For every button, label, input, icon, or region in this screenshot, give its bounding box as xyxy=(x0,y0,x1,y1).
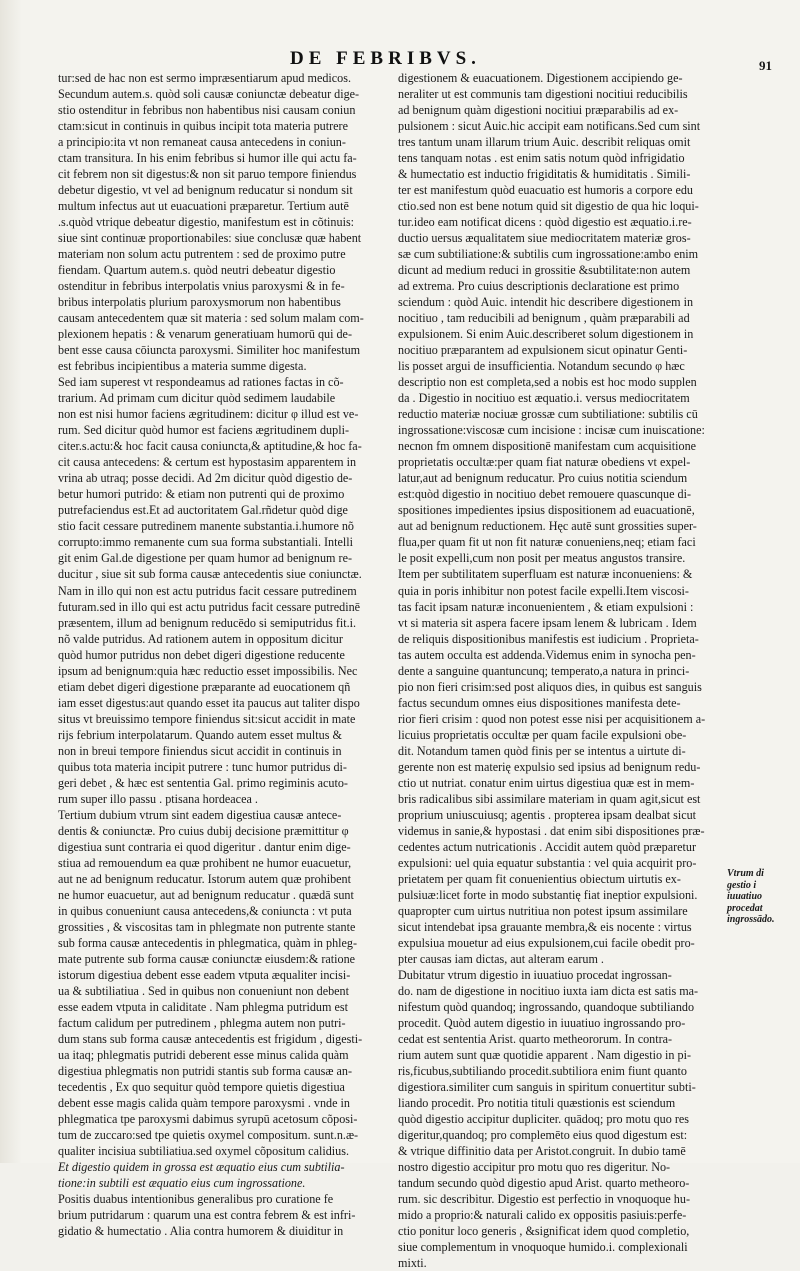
text-line: aut ne ad benignum reducatur. Istorum autem quæ prohibent xyxy=(58,871,351,886)
text-line: Secundum autem.s. quòd soli causæ coniunctæ debeatur dige- xyxy=(58,87,360,102)
text-line: ctio.sed non est bene notum quid sit digestio de qua hic loqui- xyxy=(398,199,699,214)
text-line: pulsionem : sicut Auic.hic accipit eam notificans.Sed cum sint xyxy=(398,119,701,134)
text-line: vt si materia sit aspera facere ipsam lenem & lubricam . Idem xyxy=(398,615,697,630)
text-line: ctam:sicut in continuis in quibus incipit tota materia putrere xyxy=(58,119,348,134)
text-line: .s.quòd vtrique debeatur digestio, manifestum est in cõtinuis: xyxy=(58,215,355,230)
text-line: expulsiua mouetur ad eius expulsionem,cui facile obedit pro- xyxy=(398,935,695,950)
text-line: Positis duabus intentionibus generalibus pro curatione fe xyxy=(58,1192,334,1207)
text-line: stio ostenditur in febribus non habentibus nisi causam coniun xyxy=(58,103,356,118)
text-line: ipsum ad benignum:quia hæc reductio esset impossibilis. Nec xyxy=(58,663,358,678)
text-line: cedentes actum nutricationis . Accidit autem quòd præparetur xyxy=(398,839,697,854)
text-line: fiendam. Quartum autem.s. quòd neutri debeatur digestio xyxy=(58,263,336,278)
text-line: Nam in illo qui non est actu putridus facit cessare putredinem xyxy=(58,583,357,598)
text-line: in quibus conueniunt causa antecedens,& coniuncta : vt puta xyxy=(58,903,352,918)
text-line: liando procedit. Pro notitia tituli quæstionis est sciendum xyxy=(398,1096,676,1110)
text-line: esse eadem vtputa in caliditate . Nam phlegma putridum est xyxy=(58,999,348,1014)
text-line: procedit. Quòd autem digestio in iuuatiuo ingrossando pro- xyxy=(398,1015,686,1030)
text-line: ductio uersus æqualitatem siue mediocritatem materiæ gros- xyxy=(398,231,691,246)
text-line: est:quòd digestio in nocitiuo debet remouere quascunque di- xyxy=(398,487,691,502)
text-line: tur.ideo eam notificat dicens : quòd digestio est æquatio.i.re- xyxy=(398,215,692,230)
text-line: nocitiuo præparantem ad expulsionem sicut opinatur Genti- xyxy=(398,343,688,358)
text-line: rijs febrium interpolatarum. Quando autem esset multus & xyxy=(58,727,342,742)
text-line: putrefaciendus est.Et ad auctoritatem Gal.rñdetur quòd dige xyxy=(58,503,348,518)
text-line: pter causas iam dictas, aut alteram earum . xyxy=(398,951,604,966)
text-line: debent esse magis calida quàm tempore paroxysmi . vnde in xyxy=(58,1096,350,1110)
text-line: ducitur , siue sit sub forma causæ antecedentis siue coniunctæ. xyxy=(58,567,362,582)
text-line: sicut intendebat ipsa grauante membra,& eis nocente : virtus xyxy=(398,919,692,934)
text-line: rum. sic describitur. Digestio est perfectio in vnoquoque hu- xyxy=(398,1192,690,1207)
text-line: dit. Notandum tamen quòd finis per se intentus a uirtute di- xyxy=(398,743,686,758)
text-line: cit febrem non sit digestus:& non sit paruo tempore finiendus xyxy=(58,167,357,182)
text-line: pio non fieri crisim:sed post aliquos dies, in quibus est sanguis xyxy=(398,679,702,694)
text-line: le posit expelli,cum non posit per meatus angustos transire. xyxy=(398,551,686,566)
text-line: bribus interpolatis plurium paroxysmorum non habentibus xyxy=(58,295,341,310)
running-title: DE FEBRIBVS. xyxy=(290,48,481,69)
text-line: cedat est sententia Arist. quarto metheororum. In contra- xyxy=(398,1031,673,1046)
text-line: Tertium dubium vtrum sint eadem digestiua causæ antece- xyxy=(58,807,342,822)
text-line: corrupto:immo remanente cum sua forma substantiali. Intelli xyxy=(58,535,354,550)
text-line: bent esse causa cōiuncta paroxysmi. Similiter hoc manifestum xyxy=(58,343,361,358)
text-line: siue sint continuæ proportionabiles: siue conclusæ quæ habent xyxy=(58,231,362,246)
text-line: quòd digestio accipitur dupliciter. quādoq; pro motu quo res xyxy=(398,1112,689,1127)
text-line: digestiua phlegmatis non putridi stantis sub forma causæ an- xyxy=(58,1063,353,1078)
text-line: expulsioni: uel quia equatur substantia : vel quia acquirit pro- xyxy=(398,855,697,870)
text-line: causam antecedentem quæ sit materia : sed solum malam com- xyxy=(58,311,364,326)
text-line: factum calidum per putredinem , phlegma autem non putri- xyxy=(58,1015,346,1030)
running-header xyxy=(0,48,800,73)
text-line: quapropter cum uirtus nutritiua non potest ipsum assimilare xyxy=(398,903,688,918)
text-line: dentis & coniunctæ. Pro cuius dubij decisione præmittitur φ xyxy=(58,823,349,838)
text-line: non in breui tempore finiendus sicut accidit in continuis in xyxy=(58,743,342,758)
text-line: do. nam de digestione in nocitiuo iuxta iam dicta est satis ma- xyxy=(398,983,699,998)
text-line: quòd humor putridus non debet digeri digestione reducente xyxy=(58,647,345,662)
text-line: brium putridarum : quarum una est contra febrem & est infri- xyxy=(58,1208,356,1223)
text-line: etiam debet digeri digestione præparante ad euocationem qñ xyxy=(58,679,351,694)
text-line: dum stans sub forma causæ antecedentis est frigidum , digesti- xyxy=(58,1031,363,1046)
text-line: debetur digestio, vt vel ad benignum reducatur si nondum sit xyxy=(58,183,353,198)
text-line: tens tanquam notas . est enim satis notum quòd infrigidatio xyxy=(398,151,685,166)
text-line: factus secundum omnes eius dispositiones manifesta dete- xyxy=(398,695,681,710)
text-line: dente a sanguine quantuncunq; temperato,a natura in princi- xyxy=(398,663,690,678)
text-line: ter est manifestum quòd euacuatio est humoris a corpore edu xyxy=(398,183,693,198)
text-line: de reliquis dispositionibus manifestis est iudicium . Proprieta- xyxy=(398,631,699,646)
text-line: geri debet , & hæc est sententia Gal. primo regiminis acuto- xyxy=(58,775,348,790)
text-line: sub forma causæ antecedentis in phlegmatica, quàm in phleg- xyxy=(58,935,358,950)
text-line: ad benignum quàm digestioni nocitiui præparabilis ad ex- xyxy=(398,103,679,118)
text-line: reductio materiæ nociuæ grossæ cum subtiliatione: subtilis cū xyxy=(398,407,698,422)
text-line: nostro digestio accipitur pro motu quo res digeritur. No- xyxy=(398,1160,671,1175)
text-line: descriptio non est completa,sed a nobis est hoc modo supplen xyxy=(398,375,697,390)
text-line: proprietatis occultæ:per quam fiat naturæ obediens vt expel- xyxy=(398,455,691,470)
italic-text-line: tione:in subtili est æquatio eius cum ingrossatione. xyxy=(58,1176,306,1191)
text-line: Dubitatur vtrum digestio in iuuatiuo procedat ingrossan- xyxy=(398,967,672,982)
text-line: rior fieri crisim : quod non potest esse nisi per acquisitionem a- xyxy=(398,711,706,726)
text-line: qualiter incisiua subtiliatiua.sed oxymel cõpositum calidius. xyxy=(58,1144,349,1159)
text-line: quibus tota materia incipit putrere : tunc humor putridus di- xyxy=(58,759,347,774)
text-line: vrina ab utraq; posse decidi. Ad 2m dicitur quòd digestio de- xyxy=(58,471,353,486)
text-line: digestiua sunt contraria ei quod digeritur . dantur enim dige- xyxy=(58,839,351,854)
text-line: multum infectus aut ut euacuationi præparetur. Tertium autē xyxy=(58,199,349,214)
text-line: tandum secundo quòd digestio apud Arist. quarto metheoro- xyxy=(398,1176,690,1191)
text-line: quia in poris inhibitur non potest facile expelli.Item viscosi- xyxy=(398,583,689,598)
text-line: neraliter ut est communis tam digestioni nocitiui reducibilis xyxy=(398,87,688,102)
text-line: & vtrique diffinitio data per Aristot.congruit. In dubio tamē xyxy=(398,1144,686,1159)
text-line: Item per subtilitatem superfluam est naturæ inconueniens: & xyxy=(398,567,693,582)
text-line: ua & subtiliatiua . Sed in quibus non conueniunt non debent xyxy=(58,983,350,998)
text-line: phlegmatica tpe paroxysmi dabimus syrupū acetosum cõposi- xyxy=(58,1112,358,1127)
text-line: gidatio & humectatio . Alia contra humorem & diuiditur in xyxy=(58,1224,344,1239)
text-line: ua itaq; phlegmatis putridi deberent esse minus calida quàm xyxy=(58,1047,349,1062)
text-line: sæ cum subtiliatione:& subtilis cum ingrossatione:ambo enim xyxy=(398,247,699,262)
text-line: nocitiuo , tam reducibili ad benignum , quàm præparabili ad xyxy=(398,311,690,326)
text-line: bris radicalibus sibi assimilare materiam in quam agit,sicut est xyxy=(398,791,701,806)
text-line: ne humor euacuetur, aut ad benignum reducatur . quædā sunt xyxy=(58,887,354,902)
text-line: nifestum quòd quandoq; ingrossando, quandoque subtiliando xyxy=(398,999,695,1014)
text-line: & humectatio est inductio frigiditatis & humiditatis . Simili- xyxy=(398,167,691,182)
text-line: ingrossatione:viscosæ cum incisione : incisæ cum inuiscatione: xyxy=(398,423,705,438)
text-line: nõ valde putridus. Ad rationem autem in oppositum dicitur xyxy=(58,631,343,646)
text-line: plexionem hepatis : & venarum generatiuam humorū qui de- xyxy=(58,327,352,342)
text-line: ostenditur in febribus interpolatis vnius paroxysmi & in fe- xyxy=(58,279,345,294)
text-line: rium autem sunt quæ quotidie apparent . Nam digestio in pi- xyxy=(398,1047,692,1062)
marginal-note: Vtrum di gestio i iuuatiuo procedat ingrossādo. xyxy=(727,868,775,925)
text-line: expulsionem. Si enim Auic.describeret solum digestionem in xyxy=(398,327,694,342)
text-line: necnon fm omnem dispositionē manifestam cum acquisitione xyxy=(398,439,697,454)
text-line: stio facit cessare putredinem manente substantia.i.humore nõ xyxy=(58,519,355,534)
text-line: non est nisi humor faciens ægritudinem: dicitur φ illud est ve- xyxy=(58,407,359,422)
text-line: tur:sed de hac non est sermo impræsentiarum apud medicos. xyxy=(58,71,351,85)
italic-text-line: Et digestio quidem in grossa est æquatio eius cum subtilia- xyxy=(58,1160,345,1175)
text-line: spositiones impedientes ipsius dispositionem ad euacuationē, xyxy=(398,503,695,518)
text-line: iam esset digestus:aut quando esset ita paucus aut taliter dispo xyxy=(58,695,360,710)
text-line: situs vt breuissimo tempore finiendus sit:sicut accidit in mate xyxy=(58,711,356,726)
text-line: siue complementum in vnoquoque humido.i. complexionali xyxy=(398,1240,688,1255)
text-line: grossities , & viscositas tam in phlegmate non putrente stante xyxy=(58,919,356,934)
text-line: trarium. Ad primam cum dicitur quòd sedimem laudabile xyxy=(58,391,336,406)
left-text-column xyxy=(58,70,391,1239)
text-line: mate putrente sub forma causæ coniunctæ eiusdem:& ratione xyxy=(58,951,356,966)
text-line: ctio ut nutriat. conatur enim uirtus digestiua quæ est in mem- xyxy=(398,775,695,790)
text-line: git enim Gal.de digestione per quam humor ad benignum re- xyxy=(58,551,352,566)
text-line: gerente non est materię expulsio sed ipsius ad benignum redu- xyxy=(398,759,701,774)
text-line: digestionem & euacuationem. Digestionem accipiendo ge- xyxy=(398,71,683,85)
text-line: tres tantum unam illarum trium Auic. describit reliquas omit xyxy=(398,135,691,150)
page-gutter-shadow xyxy=(0,0,22,1163)
text-line: mido a proprio:& naturali calido ex oppositis pasiuis:perfe- xyxy=(398,1208,687,1223)
text-line: a principio:ita vt non remaneat causa antecedens in coniun- xyxy=(58,135,346,150)
text-line: tas autem occulta est addenda.Videmus enim in synocha pen- xyxy=(398,647,696,662)
text-line: aut ad benignum reductionem. Hęc autē sunt grossities super- xyxy=(398,519,697,534)
text-line: citer.s.actu:& hoc facit causa coniuncta,& aptitudine,& hoc fa- xyxy=(58,439,362,454)
text-line: videmus in sanie,& hypostasi . dat enim sibi dispositiones præ- xyxy=(398,823,705,838)
text-line: digestiora.similiter cum sanguis in spiritum conuertitur subti- xyxy=(398,1079,696,1094)
text-line: prietatem per quam fit conuenientius obiectum uirtutis ex- xyxy=(398,871,681,886)
text-line: ris,ficubus,subtiliando procedit.subtiliora enim fiunt quanto xyxy=(398,1063,687,1078)
text-line: Sed iam superest vt respondeamus ad rationes factas in cõ- xyxy=(58,375,344,390)
text-line: proprium uniuscuiusq; agentis . propterea ipsam dealbat sicut xyxy=(398,807,697,822)
text-line: materiam non solum actu putrentem : sed de proximo putre xyxy=(58,247,346,262)
text-line: licuius proprietatis occultæ per quam facile expulsioni obe- xyxy=(398,727,687,742)
text-line: digeritur,quandoq; pro complemēto eius quod digestum est: xyxy=(398,1128,688,1143)
text-line: da . Digestio in nocitiuo est æquatio.i. versus mediocritatem xyxy=(398,391,690,406)
text-line: lis posset argui de insufficientia. Notandum secundo φ hæc xyxy=(398,359,685,374)
text-line: rum. Sed dicitur quòd humor est faciens ægritudinem dupli- xyxy=(58,423,349,438)
text-line: tas facit ipsam naturæ inconuenientem , & etiam expulsioni : xyxy=(398,599,694,614)
text-line: rum super illo passu . ptisana hordeacea . xyxy=(58,791,258,806)
text-line: istorum digestiua debent esse eadem vtputa æqualiter incisi- xyxy=(58,967,351,982)
text-line: flua,per quam fit ut non fit naturæ conueniens,neq; etiam faci xyxy=(398,535,696,550)
text-line: est febribus incipientibus a materia summe digesta. xyxy=(58,359,307,374)
text-line: ctam transitura. In his enim febribus si humor ille qui actu fa- xyxy=(58,151,357,166)
text-line: dicunt ad medium reduci in grossitie &subtilitate:non autem xyxy=(398,263,691,278)
text-line: mixti. xyxy=(398,1256,427,1271)
text-line: stiua ad remouendum ea quæ prohibent ne humor euacuetur, xyxy=(58,855,352,870)
text-line: ctio ponitur loco generis , &significat idem quod completio, xyxy=(398,1224,690,1239)
text-line: betur humori putrido: & etiam non putrenti qui de proximo xyxy=(58,487,345,502)
text-line: latur,aut ad benignum reducatur. Pro cuius notitia sciendum xyxy=(398,471,688,486)
text-line: cit causa antecedens: & certum est hypostasim apparentem in xyxy=(58,455,357,470)
text-line: præsentem, illum ad benignum reducēdo si semiputridus fit.i. xyxy=(58,615,357,630)
text-line: futuram.sed in illo qui est actu putridus facit cessare putredinē xyxy=(58,599,361,614)
text-line: pulsiuæ:licet forte in modo substantię fiat ineptior expulsioni. xyxy=(398,887,698,902)
right-text-column xyxy=(398,70,724,1271)
page-number: 91 xyxy=(759,58,772,73)
text-line: sciendum : quòd Auic. intendit hic describere digestionem in xyxy=(398,295,694,310)
text-line: tum de zuccaro:sed tpe quietis oxymel compositum. sunt.n.æ- xyxy=(58,1128,359,1143)
text-line: tecedentis , Ex quo sequitur quòd tempore quietis digestiua xyxy=(58,1079,345,1094)
text-line: ad extrema. Pro cuius descriptionis declaratione est primo xyxy=(398,279,680,294)
